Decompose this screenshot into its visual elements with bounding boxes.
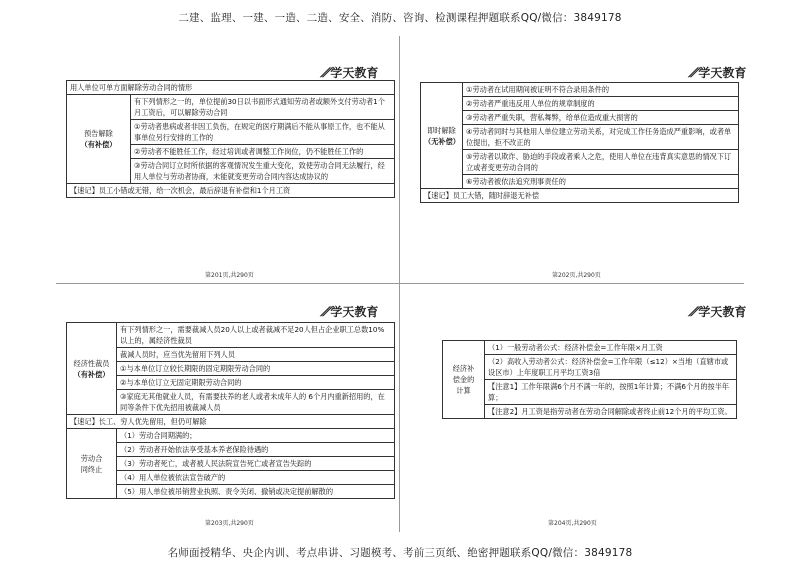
compensation-table xyxy=(442,340,737,419)
list-item: ③劳动者严重失职，营私舞弊，给单位造成重大损害的 xyxy=(463,111,739,125)
list-item: ⑥劳动者被依法追究刑事责任的 xyxy=(463,175,739,189)
page-number: 第201页,共290页 xyxy=(205,272,254,279)
formula-line: （2）高收入劳动者公式：经济补偿金=工作年限（≤12）×当地（直辖市或设区市）上年度职工月平均工资3倍 xyxy=(485,355,737,380)
brand-logo: ⁄⁄学天教育 xyxy=(322,66,379,81)
intro-cell: 有下列情形之一，需要裁减人员20人以上或者裁减不足20人但占企业职工总数10%以上的，属经济性裁员 xyxy=(117,323,395,348)
logo-mark-icon: ⁄⁄ xyxy=(690,66,698,81)
row-label: 预告解除 （有补偿） xyxy=(67,95,131,184)
page-header: 二建、监理、一建、一造、二造、安全、消防、咨询、检测课程押题联系QQ/微信：3849178 xyxy=(178,12,622,24)
logo-mark-icon: ⁄⁄ xyxy=(322,66,330,81)
list-item: ②劳动者不能胜任工作，经过培训或者调整工作岗位，仍不能胜任工作的 xyxy=(131,145,395,159)
memo-cell: 【速记】员工大错，随时辞退无补偿 xyxy=(421,189,739,203)
list-item: ④劳动者同时与其他用人单位建立劳动关系，对完成工作任务造成严重影响，或者单位提出，拒不改正的 xyxy=(463,125,739,150)
row-label: 即时解除 （无补偿） xyxy=(421,83,463,189)
list-item: ⑤劳动者以欺诈、胁迫的手段或者乘人之危，使用人单位在违背真实意思的情况下订立或者变更劳动合同的 xyxy=(463,150,739,175)
brand-logo: ⁄⁄学天教育 xyxy=(690,305,747,320)
page-number: 第204页,共290页 xyxy=(548,520,597,527)
page-number: 第203页,共290页 xyxy=(205,520,254,527)
memo-cell: 【速记】员工小错或无错，给一次机会，最后辞退有补偿和1个月工资 xyxy=(67,184,395,198)
vertical-divider xyxy=(399,36,400,532)
list-item: ③家庭无其他就业人员，有需要扶养的老人或者未成年人的 6个月内重新招用的，在同等条件下优先招用被裁减人员 xyxy=(117,390,395,415)
list-item: （1）劳动合同期满的； xyxy=(117,429,395,443)
note-cell: 【注意1】工作年限满6个月不满一年的，按照1年计算；不满6个月的按半年算； xyxy=(485,380,737,405)
list-item: （3）劳动者死亡，或者被人民法院宣告死亡或者宣告失踪的 xyxy=(117,457,395,471)
row-label: 劳动合 同终止 xyxy=(67,429,117,499)
note-cell: 【注意2】月工资是指劳动者在劳动合同解除或者终止前12个月的平均工资。 xyxy=(485,405,737,419)
termination-table xyxy=(66,80,395,198)
list-item: ②与本单位订立无固定期限劳动合同的 xyxy=(117,376,395,390)
list-item: ②劳动者严重违反用人单位的规章制度的 xyxy=(463,97,739,111)
table-title: 用人单位可单方面解除劳动合同的情形 xyxy=(67,81,395,95)
row-label: 经济补 偿金的 计算 xyxy=(443,341,485,419)
logo-mark-icon: ⁄⁄ xyxy=(690,305,698,320)
list-item: （5）用人单位被吊销营业执照、责令关闭、撤销或决定提前解散的 xyxy=(117,485,395,499)
dismissal-table xyxy=(420,82,739,203)
layoff-table xyxy=(66,322,395,499)
row-label: 经济性裁员 （有补偿） xyxy=(67,323,117,415)
intro-cell: 有下列情形之一的，单位提前30日以书面形式通知劳动者或额外支付劳动者1个月工资后，可以解除劳动合同 xyxy=(131,95,395,120)
brand-logo: ⁄⁄学天教育 xyxy=(690,66,747,81)
brand-logo: ⁄⁄学天教育 xyxy=(322,305,379,320)
list-item: ①劳动者在试用期间被证明不符合录用条件的 xyxy=(463,83,739,97)
page-number: 第202页,共290页 xyxy=(552,272,601,279)
list-item: ③劳动合同订立时所依据的客观情况发生重大变化，致使劳动合同无法履行，经用人单位与劳动者协商，未能就变更劳动合同内容达成协议的 xyxy=(131,159,395,184)
page-footer: 名师面授精华、央企内训、考点串讲、习题模考、考前三页纸、绝密押题联系QQ/微信：3849178 xyxy=(167,547,633,559)
list-item: ①劳动者患病或者非因工负伤，在规定的医疗期满后不能从事原工作，也不能从事单位另行安排的工作的 xyxy=(131,120,395,145)
list-item: （4）用人单位被依法宣告破产的 xyxy=(117,471,395,485)
formula-line: （1）一般劳动者公式：经济补偿金=工作年限×月工资 xyxy=(485,341,737,355)
horizontal-divider xyxy=(56,283,744,284)
list-item: （2）劳动者开始依法享受基本养老保险待遇的 xyxy=(117,443,395,457)
logo-mark-icon: ⁄⁄ xyxy=(322,305,330,320)
list-item: ①与本单位订立较长期限的固定期限劳动合同的 xyxy=(117,362,395,376)
memo-cell: 【速记】长工、穷人优先留用，但仍可解除 xyxy=(67,415,395,429)
priority-cell: 裁减人员时，应当优先留用下列人员 xyxy=(117,348,395,362)
